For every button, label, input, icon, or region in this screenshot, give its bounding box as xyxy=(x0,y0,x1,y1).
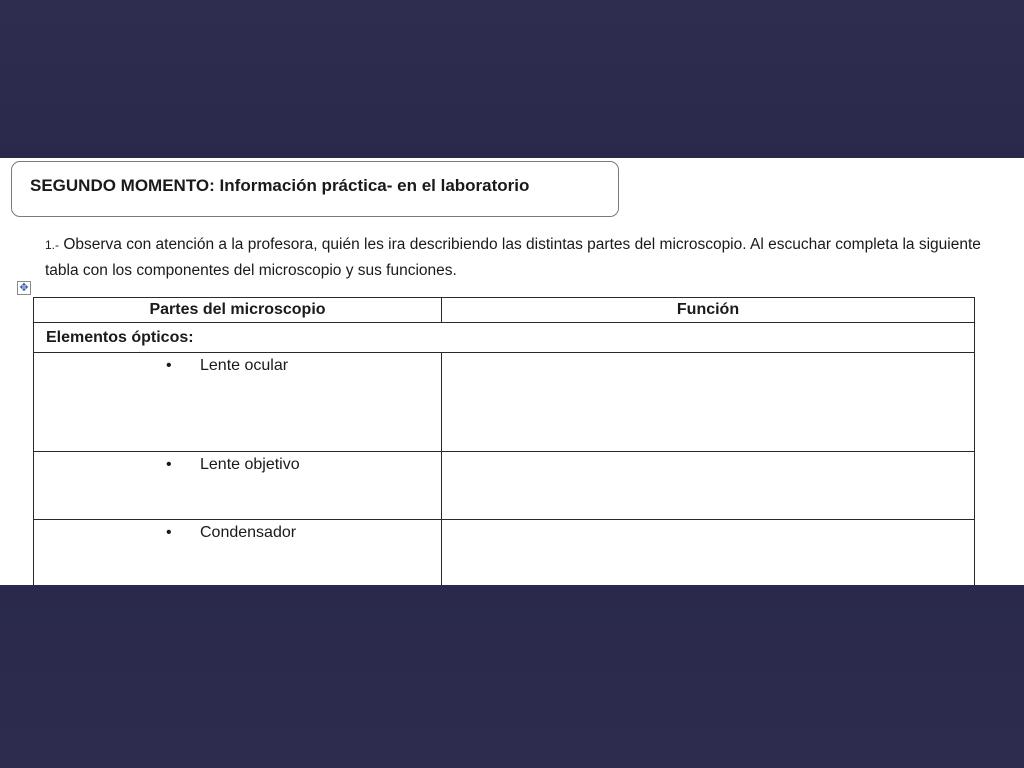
part-name: Condensador xyxy=(200,524,297,541)
microscope-parts-table xyxy=(33,297,975,585)
table-row xyxy=(34,520,975,586)
section-header-title xyxy=(30,176,529,196)
part-cell xyxy=(34,520,442,586)
header-title-bold: SEGUNDO MOMENTO: xyxy=(30,176,215,195)
section-header-box xyxy=(11,161,619,217)
instruction-text: Observa con atención a la profesora, quién les ira describiendo las distintas partes del microscopio. Al escuchar completa la siguiente tabla con los componentes del microscopio y sus funciones. xyxy=(45,236,981,279)
function-cell-input[interactable] xyxy=(442,520,975,586)
part-cell xyxy=(34,452,442,520)
bullet-icon: • xyxy=(166,456,172,473)
table-header-row xyxy=(34,298,975,323)
part-name: Lente objetivo xyxy=(200,456,300,473)
table-section-row xyxy=(34,323,975,353)
function-cell-input[interactable] xyxy=(442,353,975,452)
document-page xyxy=(0,158,1024,585)
bullet-icon: • xyxy=(166,357,172,374)
table-row xyxy=(34,353,975,452)
bullet-icon: • xyxy=(166,524,172,541)
instruction-number: 1.- xyxy=(45,238,60,252)
table-row xyxy=(34,452,975,520)
part-item xyxy=(166,357,288,375)
part-name: Lente ocular xyxy=(200,357,289,374)
instruction-paragraph xyxy=(45,232,995,284)
slide-background-top xyxy=(0,0,1024,158)
column-header-parts: Partes del microscopio xyxy=(34,298,442,323)
column-header-function: Función xyxy=(442,298,975,323)
part-item xyxy=(166,456,300,474)
header-title-rest: Información práctica- en el laboratorio xyxy=(219,176,530,195)
function-cell-input[interactable] xyxy=(442,452,975,520)
part-item xyxy=(166,524,296,542)
part-cell xyxy=(34,353,442,452)
section-label-optical: Elementos ópticos: xyxy=(34,323,975,353)
slide-background-bottom xyxy=(0,585,1024,768)
table-move-handle-icon[interactable]: ✥ xyxy=(17,281,31,295)
